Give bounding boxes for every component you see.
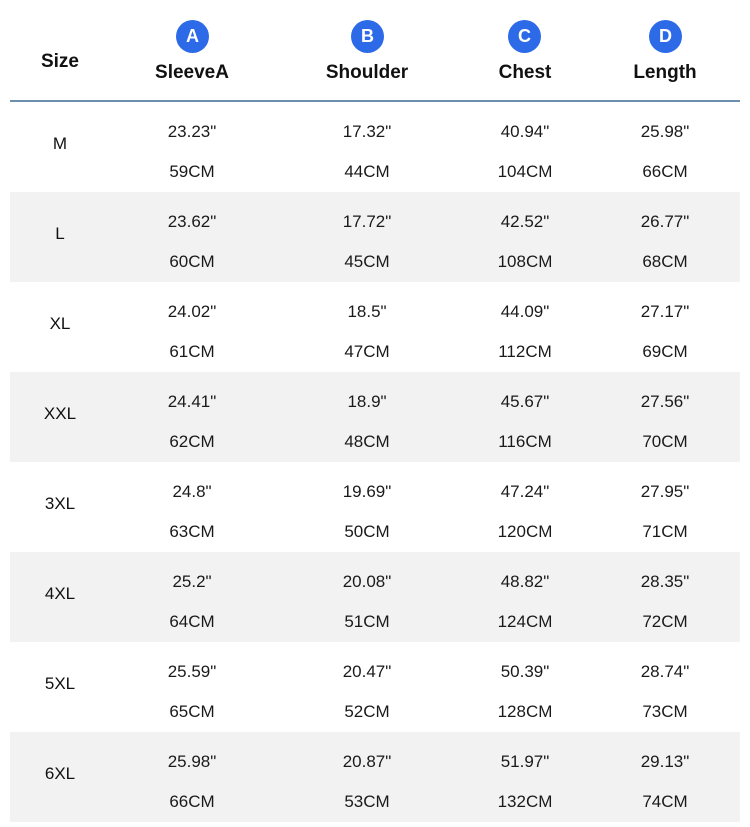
inch-value: 20.47" [342,662,392,681]
inch-value: 27.17" [640,302,690,321]
cm-value: 45CM [344,252,390,271]
size-cell: M [52,134,68,153]
cm-value: 47CM [344,342,390,361]
cm-value: 63CM [169,522,215,541]
inch-value: 44.09" [500,302,550,321]
cm-value: 44CM [344,162,390,181]
cm-value: 124CM [497,612,553,631]
sleeve-column-label: SleeveA [155,62,229,83]
chest-column-label: Chest [498,62,552,83]
cm-value: 132CM [497,792,553,811]
inch-value: 27.56" [640,392,690,411]
inch-value: 17.32" [342,122,392,141]
cm-value: 69CM [642,342,688,361]
header-shoulder [287,0,447,101]
size-cell: 4XL [44,584,76,603]
cm-value: 116CM [498,432,552,451]
badge-d-icon: D [649,20,682,53]
inch-value: 47.24" [500,482,550,501]
cm-value: 51CM [344,612,390,631]
cm-value: 61CM [169,342,215,361]
inch-value: 48.82" [500,572,550,591]
table-row [10,462,740,552]
cm-value: 66CM [169,792,215,811]
cm-value: 71CM [642,522,688,541]
cm-value: 65CM [169,702,215,721]
badge-b-icon: B [351,20,384,53]
header-sleeve [112,0,272,101]
cm-value: 59CM [169,162,215,181]
size-cell: L [55,224,65,243]
header-length [585,0,745,101]
size-column-label: Size [40,51,80,72]
inch-value: 18.9" [347,392,387,411]
inch-value: 24.02" [167,302,217,321]
inch-value: 25.98" [640,122,690,141]
inch-value: 25.59" [167,662,217,681]
inch-value: 20.08" [342,572,392,591]
cm-value: 62CM [169,432,215,451]
header-chest [445,0,605,101]
table-row [10,552,740,642]
cm-value: 48CM [344,432,390,451]
table-row [10,642,740,732]
cm-value: 108CM [497,252,553,271]
cm-value: 73CM [642,702,688,721]
inch-value: 29.13" [640,752,690,771]
header-size [10,0,110,101]
cm-value: 66CM [642,162,688,181]
cm-value: 74CM [642,792,688,811]
inch-value: 24.8" [172,482,212,501]
table-row [10,102,740,192]
cm-value: 70CM [642,432,688,451]
inch-value: 23.23" [167,122,217,141]
cm-value: 52CM [344,702,390,721]
size-cell: XL [49,314,71,333]
inch-value: 45.67" [500,392,550,411]
cm-value: 128CM [497,702,553,721]
cm-value: 68CM [642,252,688,271]
size-cell: 5XL [44,674,76,693]
table-row [10,732,740,822]
inch-value: 28.74" [640,662,690,681]
inch-value: 51.97" [500,752,550,771]
cm-value: 53CM [344,792,390,811]
length-column-label: Length [633,62,697,83]
table-row [10,372,740,462]
cm-value: 72CM [642,612,688,631]
inch-value: 18.5" [347,302,387,321]
inch-value: 26.77" [640,212,690,231]
table-row [10,282,740,372]
inch-value: 23.62" [167,212,217,231]
inch-value: 20.87" [342,752,392,771]
inch-value: 17.72" [342,212,392,231]
cm-value: 64CM [169,612,215,631]
size-cell: 6XL [44,764,76,783]
inch-value: 24.41" [167,392,217,411]
cm-value: 112CM [498,342,552,361]
inch-value: 19.69" [342,482,392,501]
inch-value: 50.39" [500,662,550,681]
shoulder-column-label: Shoulder [325,62,409,83]
inch-value: 25.98" [167,752,217,771]
badge-a-icon: A [176,20,209,53]
inch-value: 27.95" [640,482,690,501]
inch-value: 28.35" [640,572,690,591]
size-cell: 3XL [44,494,76,513]
size-cell: XXL [43,404,77,423]
inch-value: 40.94" [500,122,550,141]
table-row [10,192,740,282]
cm-value: 120CM [497,522,553,541]
inch-value: 25.2" [172,572,212,591]
inch-value: 42.52" [500,212,550,231]
cm-value: 104CM [497,162,553,181]
table-header [0,0,750,101]
cm-value: 60CM [169,252,215,271]
badge-c-icon: C [508,20,541,53]
cm-value: 50CM [344,522,390,541]
